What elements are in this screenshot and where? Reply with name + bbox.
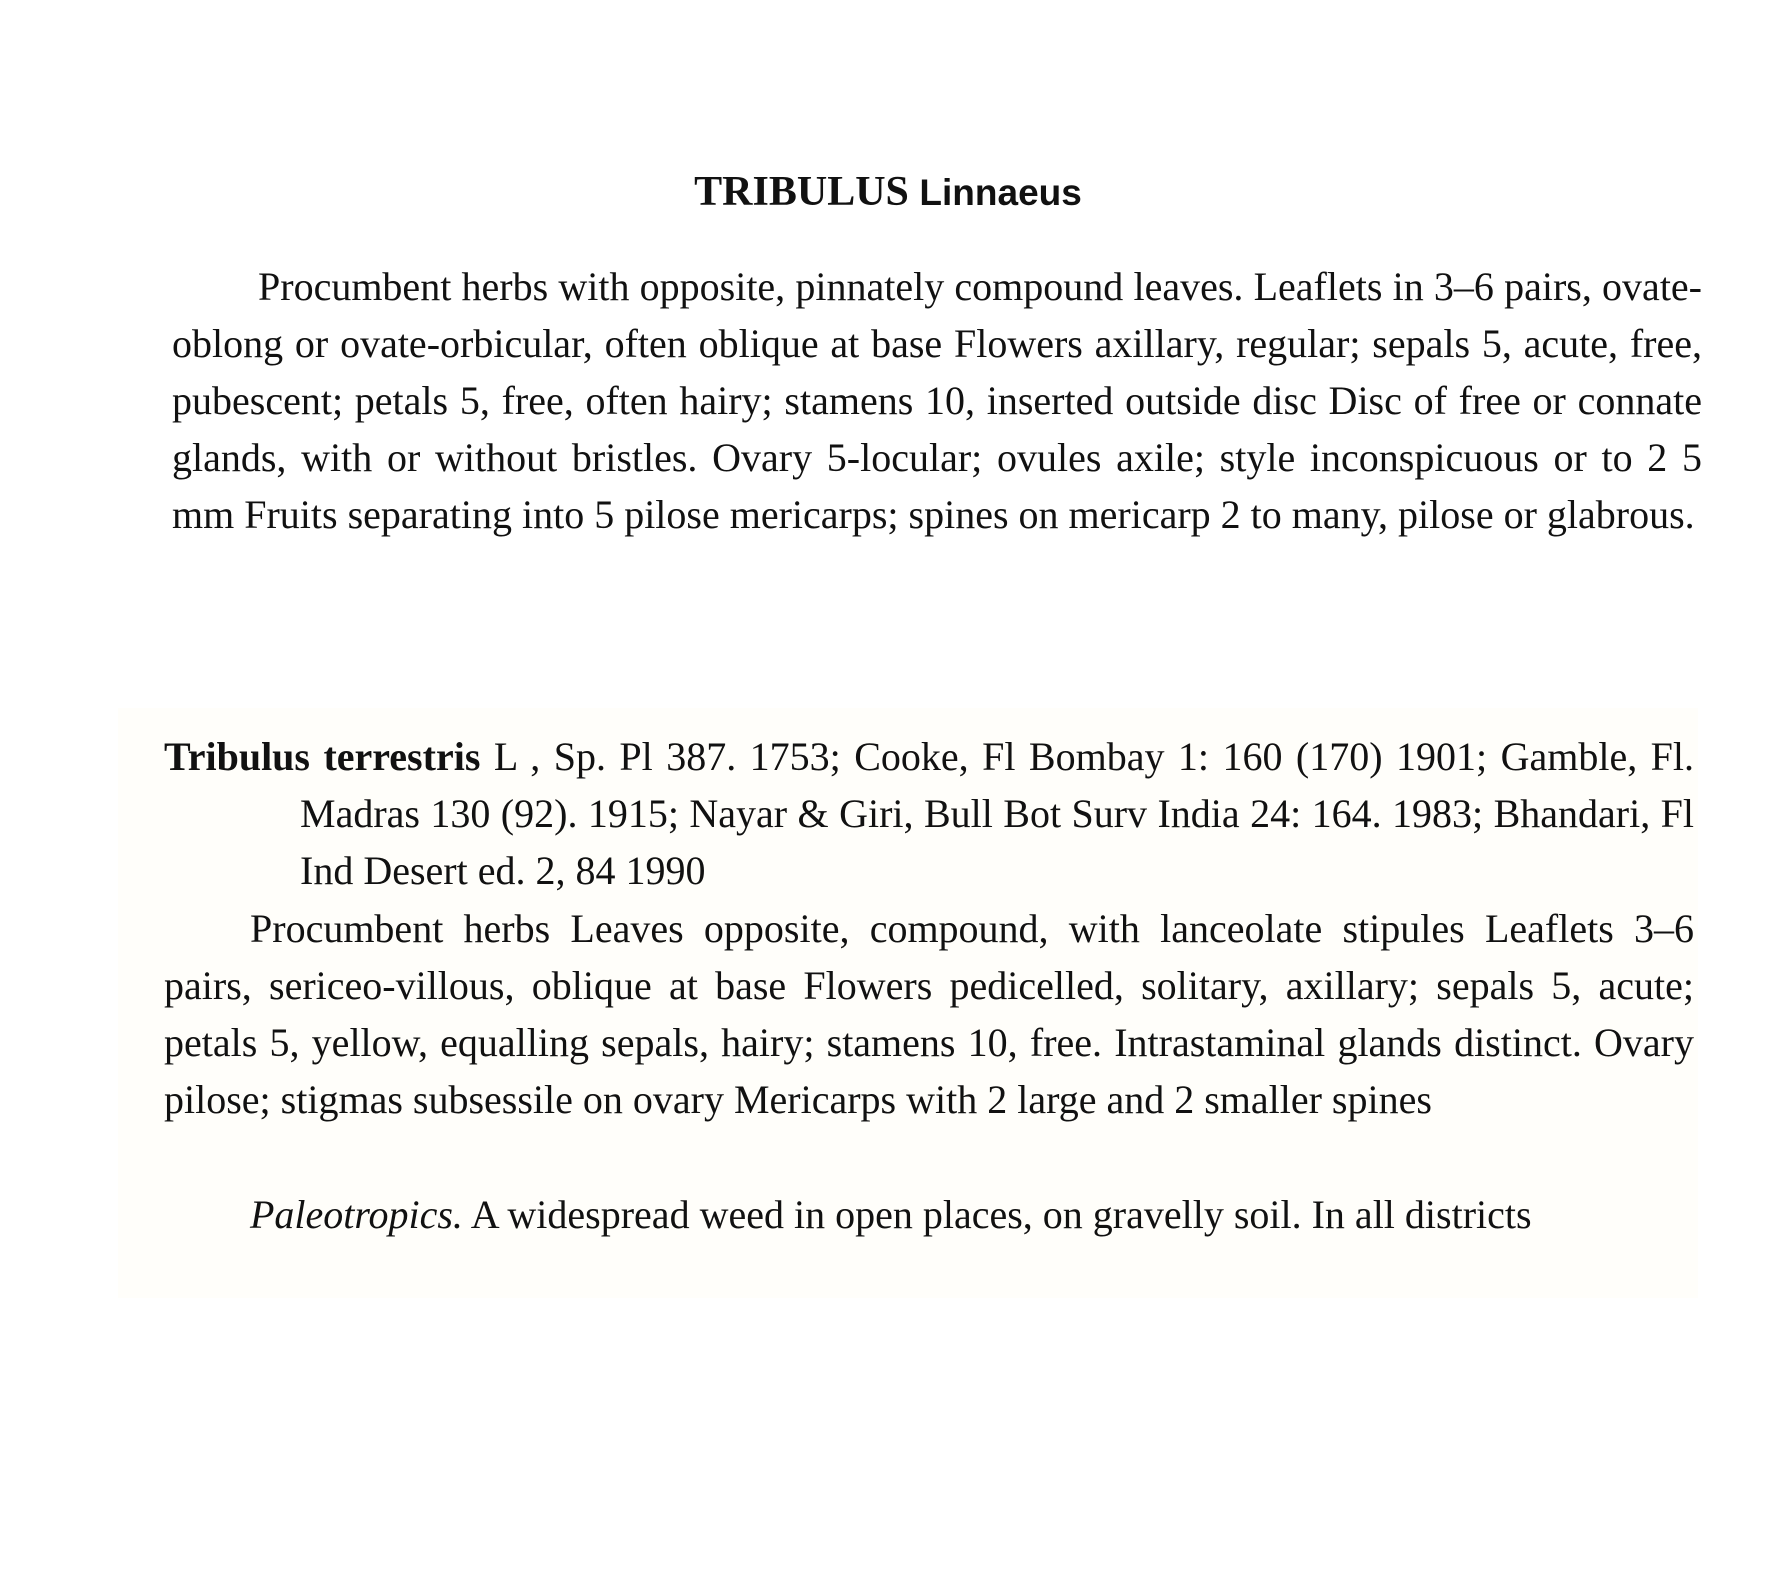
species-citation-paragraph <box>164 728 1694 899</box>
species-description: Procumbent herbs Leaves opposite, compound, with lanceolate stipules Leaflets 3–6 pairs, sericeo-villous, oblique at base Flowers pedicelled, solitary, axillary; sepals 5, acute; petals 5, yellow, equalling sepals, hairy; stamens 10, free. Intrastaminal glands distinct. Ovary pilose; stigmas subsessile on ovary Mericarps with 2 large and 2 smaller spines <box>164 906 1694 1122</box>
species-distribution <box>164 1186 1694 1243</box>
distribution-text: A widespread weed in open places, on gravelly soil. In all districts <box>470 1192 1532 1237</box>
genus-name: TRIBULUS <box>694 169 909 215</box>
genus-author: Linnaeus <box>919 172 1082 213</box>
species-name: Tribulus terrestris <box>164 734 481 779</box>
species-citation: L , Sp. Pl 387. 1753; Cooke, Fl Bombay 1: 160 (170) 1901; Gamble, Fl. Madras 130 (92). 1915; Nayar & Giri, Bull Bot Surv India 24: 164. 1983; Bhandari, Fl Ind Desert ed. 2, 84 1990 <box>300 734 1695 893</box>
genus-heading <box>0 168 1776 217</box>
species-entry <box>118 708 1698 1298</box>
distribution-region: Paleotropics. <box>250 1192 463 1237</box>
genus-description: Procumbent herbs with opposite, pinnately compound leaves. Leaflets in 3–6 pairs, ovate-oblong or ovate-orbicular, often oblique at base Flowers axillary, regular; sepals 5, acute, free, pubescent; petals 5, free, often hairy; stamens 10, inserted outside disc Disc of free or connate glands, with or without bristles. Ovary 5-locular; ovules axile; style inconspicuous or to 2 5 mm Fruits separating into 5 pilose mericarps; spines on mericarp 2 to many, pilose or glabrous. <box>172 264 1702 537</box>
